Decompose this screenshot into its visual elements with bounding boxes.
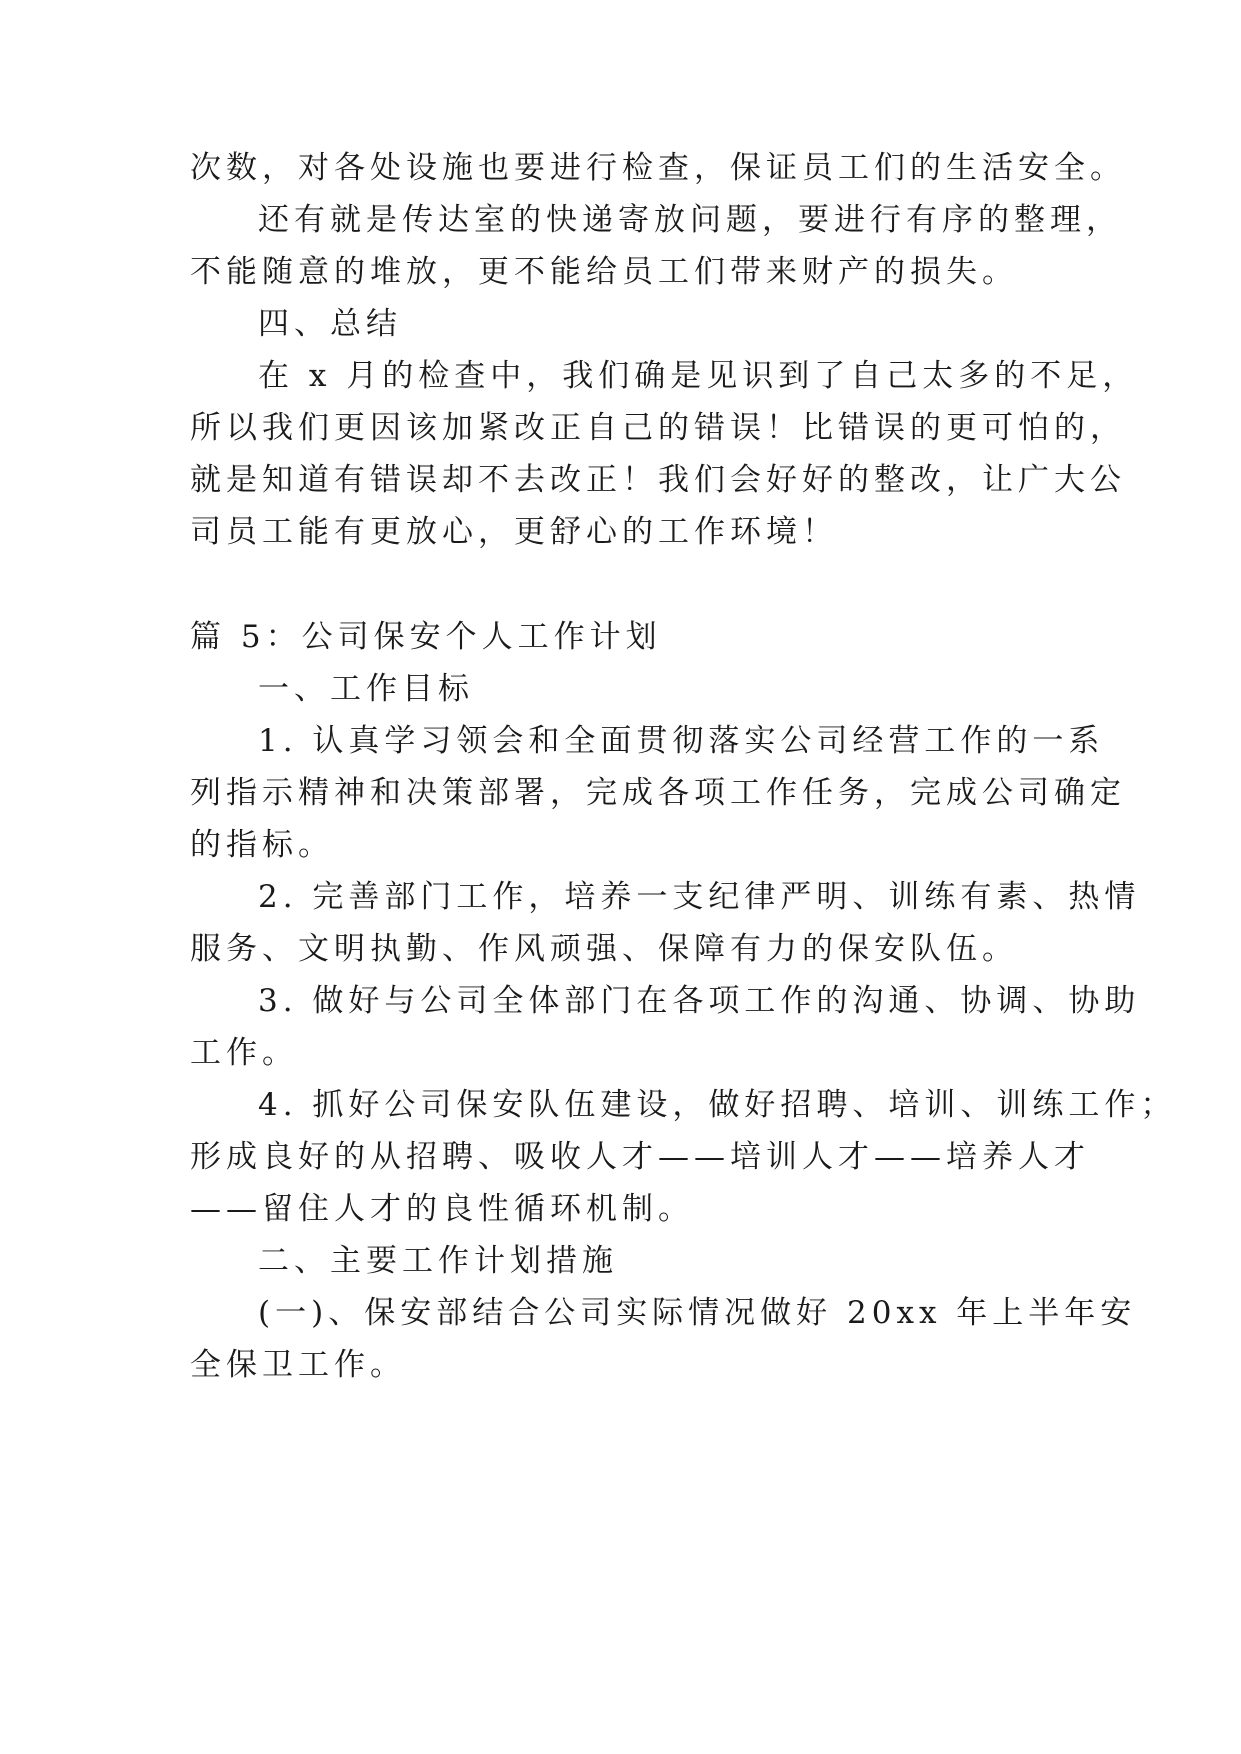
- paragraph-line: 还有就是传达室的快递寄放问题，要进行有序的整理，: [258, 202, 1122, 238]
- section-heading: 四、总结: [258, 306, 402, 342]
- paragraph-line: 全保卫工作。: [190, 1347, 406, 1383]
- list-item-line: 3. 做好与公司全体部门在各项工作的沟通、协调、协助: [258, 983, 1141, 1019]
- paragraph-line: 不能随意的堆放，更不能给员工们带来财产的损失。: [190, 254, 1018, 290]
- list-item-line: 服务、文明执勤、作风顽强、保障有力的保安队伍。: [190, 931, 1018, 967]
- list-item-line: 工作。: [190, 1035, 298, 1071]
- list-item-line: 1. 认真学习领会和全面贯彻落实公司经营工作的一系: [258, 723, 1105, 759]
- section-heading: 二、主要工作计划措施: [258, 1243, 618, 1279]
- list-item-line: 形成良好的从招聘、吸收人才——培训人才——培养人才: [190, 1139, 1090, 1175]
- paragraph-line: 所以我们更因该加紧改正自己的错误！比错误的更可怕的，: [190, 410, 1126, 446]
- article-title: 篇 5：公司保安个人工作计划: [190, 619, 662, 655]
- list-item-line: 2. 完善部门工作，培养一支纪律严明、训练有素、热情: [258, 879, 1141, 915]
- paragraph-line: (一)、保安部结合公司实际情况做好 20xx 年上半年安: [258, 1295, 1137, 1331]
- list-item-line: 列指示精神和决策部署，完成各项工作任务，完成公司确定: [190, 775, 1126, 811]
- list-item-line: 4. 抓好公司保安队伍建设，做好招聘、培训、训练工作；: [258, 1087, 1177, 1123]
- paragraph-line: 在 x 月的检查中，我们确是见识到了自己太多的不足，: [258, 358, 1139, 394]
- section-heading: 一、工作目标: [258, 671, 474, 707]
- list-item-line: 的指标。: [190, 827, 334, 863]
- paragraph-line: 就是知道有错误却不去改正！我们会好好的整改，让广大公: [190, 462, 1126, 498]
- list-item-line: ——留住人才的良性循环机制。: [190, 1191, 694, 1227]
- paragraph-line: 司员工能有更放心，更舒心的工作环境！: [190, 514, 838, 550]
- paragraph-line: 次数，对各处设施也要进行检查，保证员工们的生活安全。: [190, 150, 1126, 186]
